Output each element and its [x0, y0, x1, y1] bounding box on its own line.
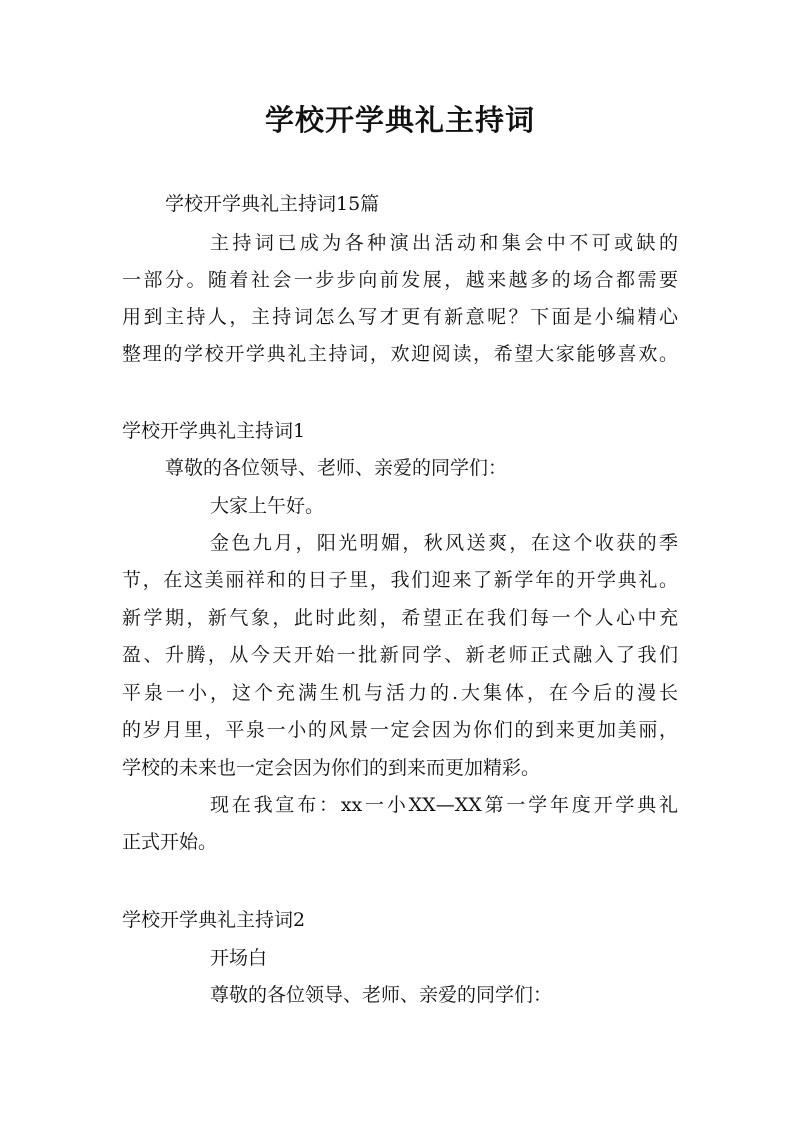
para-line: 节，在这美丽祥和的日子里，我们迎来了新学年的开学典礼。	[122, 569, 678, 591]
announce-line: 现在我宣布：xx一小XX—XX第一学年度开学典礼	[210, 794, 678, 816]
intro-line: 一部分。随着社会一步步向前发展，越来越多的场合都需要	[122, 269, 678, 291]
page-title: 学校开学典礼主持词	[264, 103, 535, 137]
greeting: 尊敬的各位领导、老师、亲爱的同学们：	[210, 984, 553, 1006]
para-line: 的岁月里，平泉一小的风景一定会因为你们的到来更加美丽，	[122, 719, 678, 741]
para-line: 新学期，新气象，此时此刻，希望正在我们每一个人心中充	[122, 607, 678, 629]
para-line: 平泉一小，这个充满生机与活力的.大集体，在今后的漫长	[122, 682, 678, 704]
hello-line: 大家上午好。	[210, 495, 325, 517]
intro-line: 整理的学校开学典礼主持词，欢迎阅读，希望大家能够喜欢。	[122, 343, 678, 365]
subtitle: 学校开学典礼主持词15篇	[165, 193, 380, 215]
para-line: 盈、升腾，从今天开始一批新同学、新老师正式融入了我们	[122, 644, 678, 666]
intro-line: 用到主持人，主持词怎么写才更有新意呢？下面是小编精心	[122, 306, 678, 328]
para-line: 学校的未来也一定会因为你们的到来而更加精彩。	[122, 757, 541, 779]
para-line: 金色九月，阳光明媚，秋风送爽，在这个收获的季	[210, 532, 678, 554]
section-heading: 学校开学典礼主持词1	[122, 420, 306, 442]
announce-line: 正式开始。	[122, 831, 218, 853]
greeting: 尊敬的各位领导、老师、亲爱的同学们：	[165, 457, 508, 479]
intro-line: 主持词已成为各种演出活动和集会中不可或缺的	[210, 232, 678, 254]
section-heading: 学校开学典礼主持词2	[122, 909, 306, 931]
opening-line: 开场白	[210, 947, 268, 969]
